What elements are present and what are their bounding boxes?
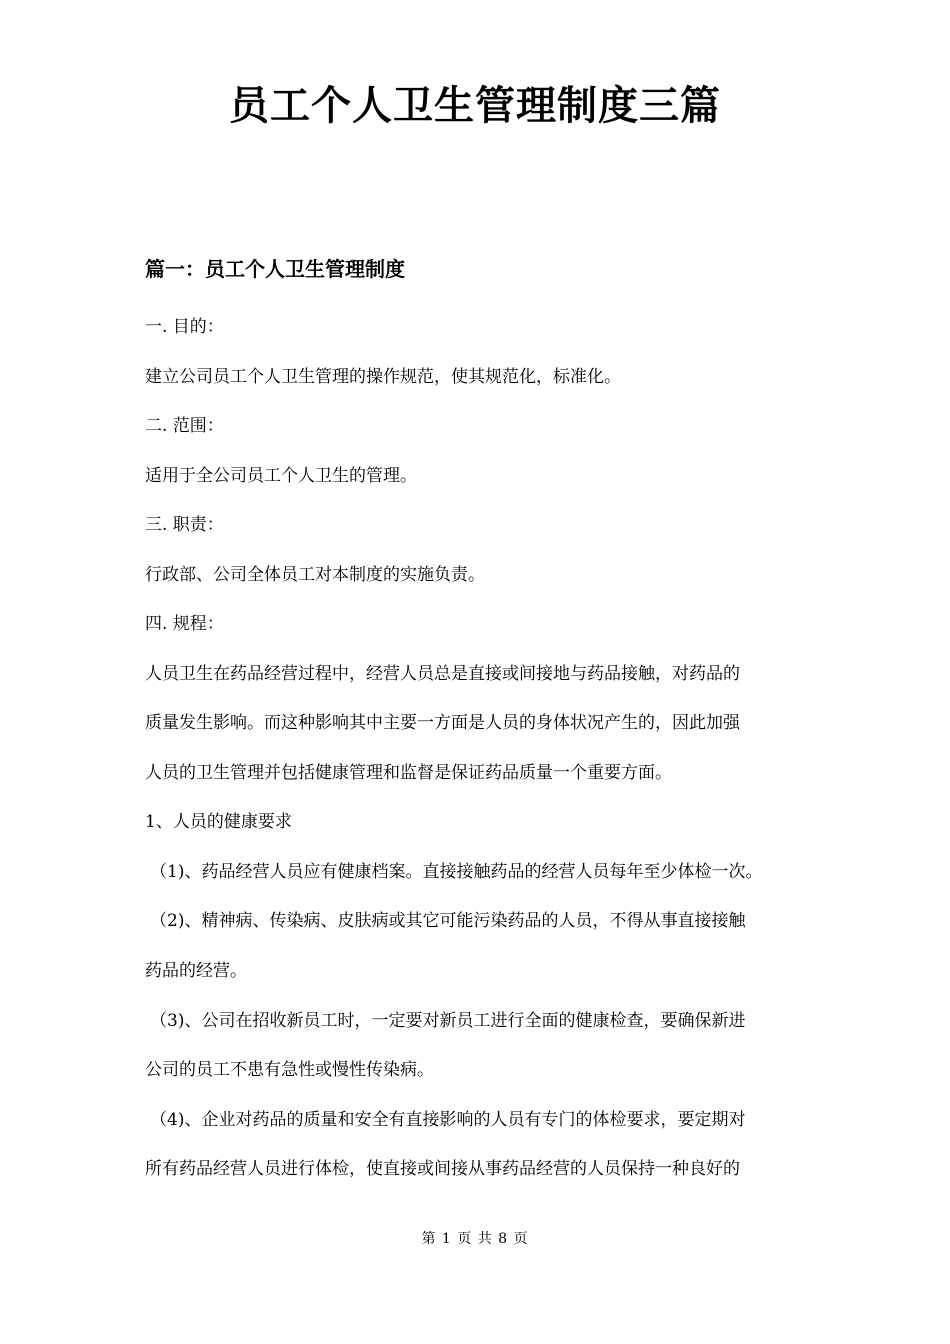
- list-item: （3)、公司在招收新员工时，一定要对新员工进行全面的健康检查，要确保新进: [150, 1011, 746, 1031]
- paragraph-scope: 适用于全公司员工个人卫生的管理。: [145, 466, 417, 486]
- paragraph-line: 质量发生影响。而这种影响其中主要一方面是人员的身体状况产生的，因此加强: [145, 713, 740, 733]
- heading-scope: 二. 范围：: [145, 416, 224, 436]
- heading-purpose: 一. 目的：: [145, 317, 224, 337]
- page-title: 员工个人卫生管理制度三篇: [229, 82, 721, 129]
- paragraph-duties: 行政部、公司全体员工对本制度的实施负责。: [145, 565, 485, 585]
- list-item-continuation: 公司的员工不患有急性或慢性传染病。: [145, 1060, 434, 1080]
- list-item: （1)、药品经营人员应有健康档案。直接接触药品的经营人员每年至少体检一次。: [150, 862, 763, 882]
- paragraph-purpose: 建立公司员工个人卫生管理的操作规范，使其规范化，标准化。: [145, 367, 621, 387]
- paragraph-line: 人员卫生在药品经营过程中，经营人员总是直接或间接地与药品接触，对药品的: [145, 664, 740, 684]
- heading-duties: 三. 职责：: [145, 515, 224, 535]
- heading-procedures: 四. 规程：: [145, 614, 224, 634]
- list-item: （2)、精神病、传染病、皮肤病或其它可能污染药品的人员，不得从事直接接触: [150, 911, 746, 931]
- section-heading: 篇一：员工个人卫生管理制度: [145, 257, 405, 281]
- list-item-continuation: 药品的经营。: [145, 961, 247, 981]
- list-item: （4)、企业对药品的质量和安全有直接影响的人员有专门的体检要求，要定期对: [150, 1110, 746, 1130]
- subheading-health-requirements: 1、人员的健康要求: [145, 812, 292, 832]
- list-item-continuation: 所有药品经营人员进行体检，使直接或间接从事药品经营的人员保持一种良好的: [145, 1159, 740, 1179]
- paragraph-line: 人员的卫生管理并包括健康管理和监督是保证药品质量一个重要方面。: [145, 763, 672, 783]
- page-footer: 第 1 页 共 8 页: [421, 1231, 529, 1247]
